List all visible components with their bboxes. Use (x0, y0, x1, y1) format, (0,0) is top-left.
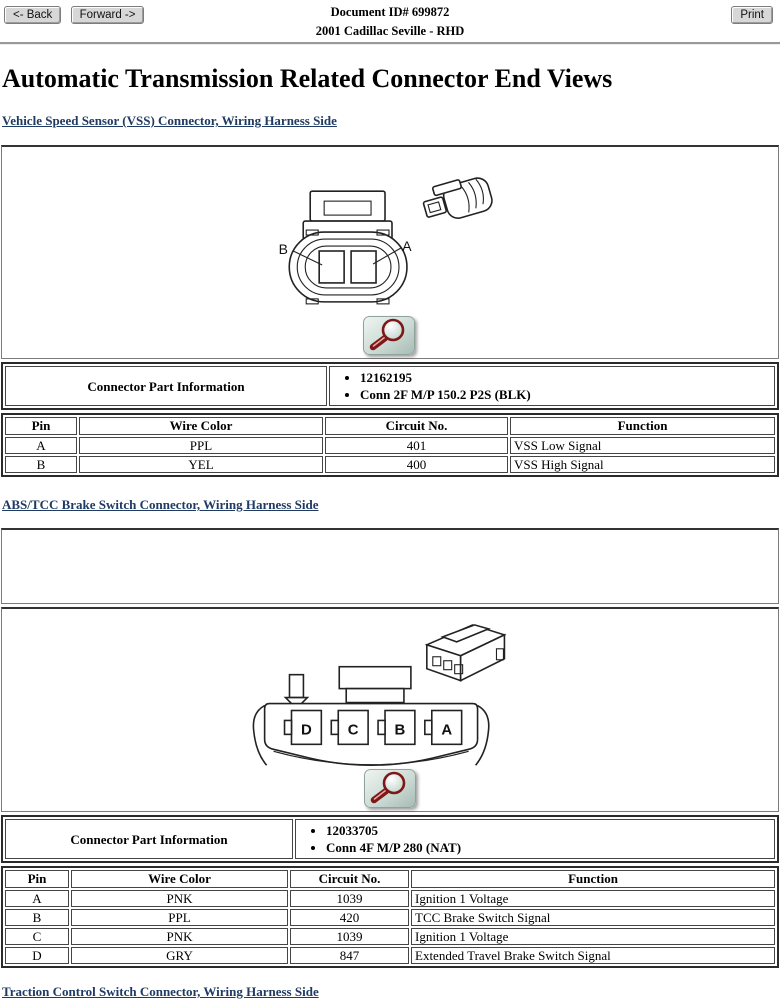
wire-color-cell: PPL (79, 437, 323, 454)
magnifier-zoom-icon (363, 316, 415, 355)
part-description: • Conn 2F M/P 150.2 P2S (BLK) (360, 386, 771, 403)
col-header-wire-color: Wire Color (71, 870, 288, 888)
part-number: • 12162195 (360, 369, 771, 386)
function-cell: TCC Brake Switch Signal (411, 909, 775, 926)
zoom-image-button[interactable] (364, 769, 416, 808)
forward-button[interactable]: Forward -> (71, 6, 145, 24)
pin-cell: A (5, 437, 77, 454)
table-row (5, 456, 775, 473)
abs-tcc-connector-front-view (253, 667, 488, 766)
table-row (5, 366, 775, 406)
wire-color-cell: GRY (71, 947, 288, 964)
function-cell: VSS Low Signal (510, 437, 775, 454)
vss-connector-link[interactable]: Vehicle Speed Sensor (VSS) Connector, Wiring Harness Side (2, 113, 337, 128)
toolbar-divider (0, 42, 780, 45)
abs-tcc-figure-placeholder (1, 528, 779, 604)
part-number: • 12033705 (326, 822, 771, 839)
circuit-cell: 401 (325, 437, 508, 454)
circuit-cell: 420 (290, 909, 409, 926)
table-row (5, 819, 775, 859)
pin-cell: C (5, 928, 69, 945)
table-header-row (5, 417, 775, 435)
vss-pin-label-b: B (278, 240, 288, 257)
abs-tcc-connector-link[interactable]: ABS/TCC Brake Switch Connector, Wiring Harness Side (2, 497, 319, 512)
table-row (5, 928, 775, 945)
vss-connector-figure (1, 145, 779, 359)
table-row (5, 947, 775, 964)
page-title: Automatic Transmission Related Connector End Views (2, 64, 613, 93)
function-cell: Ignition 1 Voltage (411, 890, 775, 907)
magnifier-zoom-icon (364, 769, 416, 808)
table-row (5, 437, 775, 454)
abs-tcc-connector-3d-view (427, 625, 505, 681)
wire-color-cell: PPL (71, 909, 288, 926)
circuit-cell: 400 (325, 456, 508, 473)
abs-pin-label-d: D (301, 721, 312, 739)
col-header-pin: Pin (5, 870, 69, 888)
col-header-circuit: Circuit No. (325, 417, 508, 435)
function-cell: VSS High Signal (510, 456, 775, 473)
vehicle-name: 2001 Cadillac Seville - RHD (315, 23, 465, 38)
pin-cell: A (5, 890, 69, 907)
part-info-label: Connector Part Information (5, 819, 293, 859)
vss-connector-front-view (279, 191, 413, 304)
circuit-cell: 1039 (290, 890, 409, 907)
back-button[interactable]: <- Back (4, 6, 61, 24)
wire-color-cell: PNK (71, 890, 288, 907)
table-header-row (5, 870, 775, 888)
abs-pin-label-b: B (394, 721, 406, 739)
traction-control-connector-link[interactable]: Traction Control Switch Connector, Wiring Harness Side (2, 984, 319, 999)
col-header-function: Function (510, 417, 775, 435)
zoom-image-button[interactable] (363, 316, 415, 355)
print-button[interactable]: Print (731, 6, 773, 24)
part-info-items (295, 819, 775, 859)
wire-color-cell: YEL (79, 456, 323, 473)
abs-tcc-connector-figure (1, 607, 779, 812)
vss-pin-table (1, 413, 779, 477)
pin-cell: B (5, 456, 77, 473)
abs-pin-label-a: A (441, 721, 453, 739)
table-row (5, 890, 775, 907)
wire-color-cell: PNK (71, 928, 288, 945)
col-header-wire-color: Wire Color (79, 417, 323, 435)
circuit-cell: 1039 (290, 928, 409, 945)
circuit-cell: 847 (290, 947, 409, 964)
toolbar (0, 0, 780, 42)
vss-part-info-table (1, 362, 779, 410)
part-info-items (329, 366, 775, 406)
vss-connector-3d-view (423, 176, 494, 221)
document-id: Document ID# 699872 (330, 5, 450, 19)
abs-pin-label-c: C (347, 721, 359, 739)
function-cell: Extended Travel Brake Switch Signal (411, 947, 775, 964)
pin-cell: B (5, 909, 69, 926)
function-cell: Ignition 1 Voltage (411, 928, 775, 945)
abs-tcc-part-info-table (1, 815, 779, 863)
abs-tcc-pin-table (1, 866, 779, 968)
vss-pin-label-a: A (402, 238, 412, 255)
part-description: • Conn 4F M/P 280 (NAT) (326, 839, 771, 856)
col-header-pin: Pin (5, 417, 77, 435)
col-header-function: Function (411, 870, 775, 888)
col-header-circuit: Circuit No. (290, 870, 409, 888)
pin-cell: D (5, 947, 69, 964)
part-info-label: Connector Part Information (5, 366, 327, 406)
table-row (5, 909, 775, 926)
